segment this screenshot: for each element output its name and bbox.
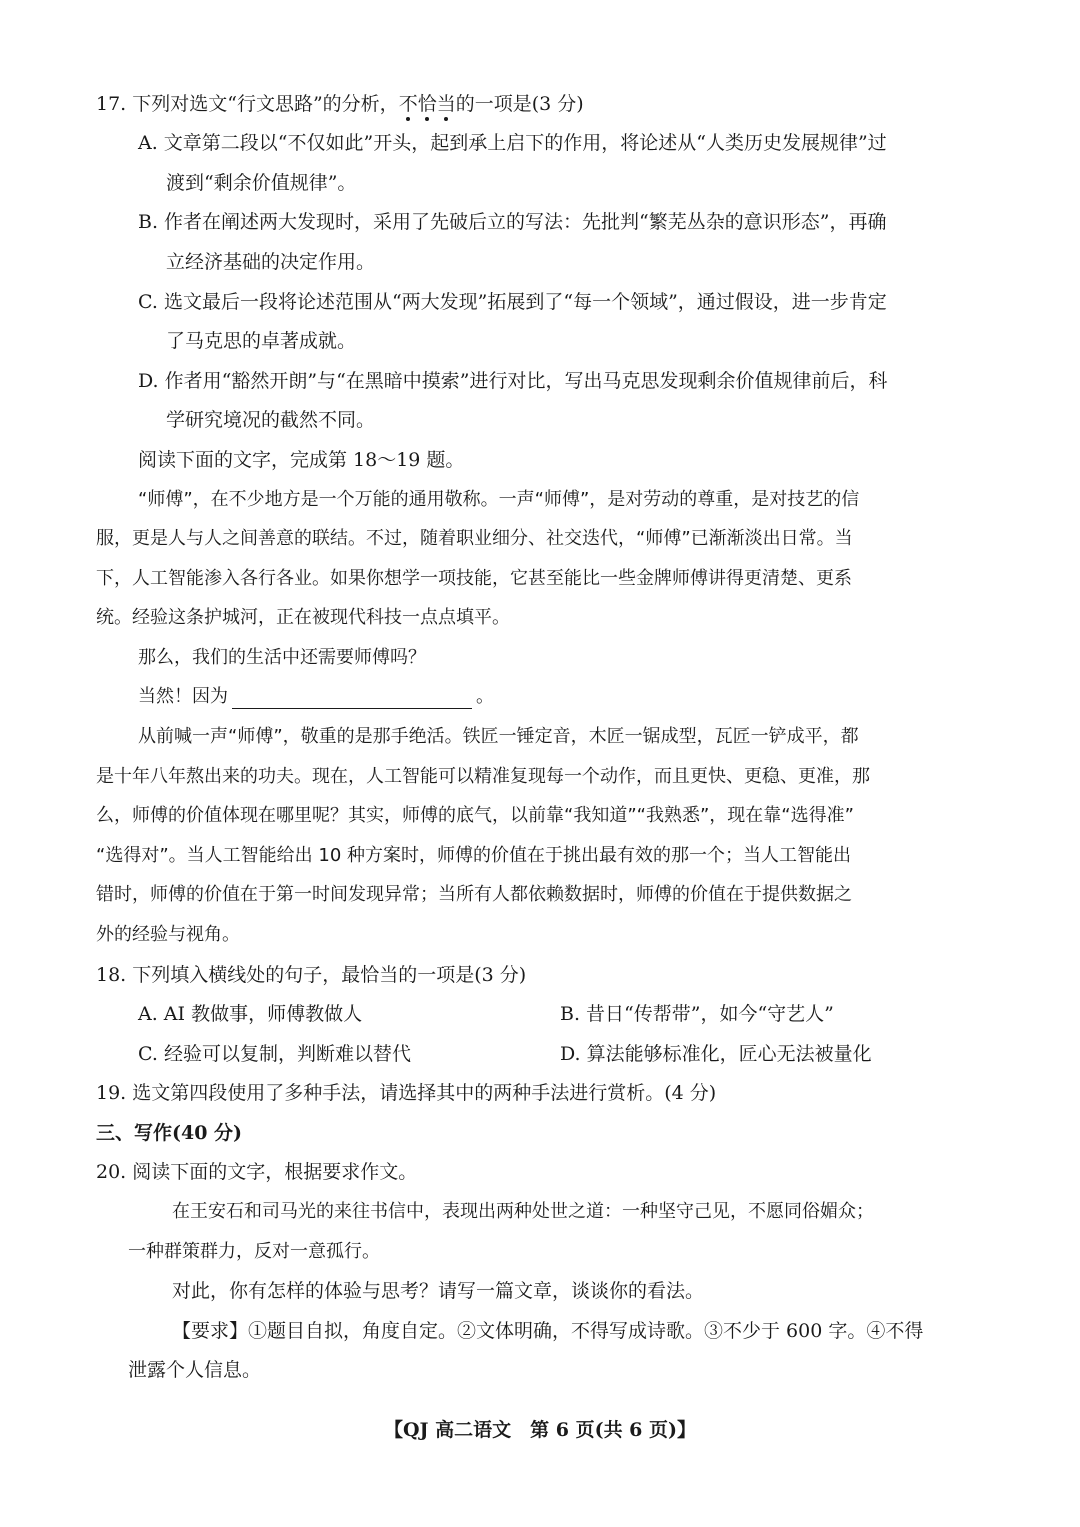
page-footer: 【QJ 高二语文 第 6 页(共 6 页)】 <box>383 1419 697 1441</box>
q20-prompt: 对此，你有怎样的体验与思考？请写一篇文章，谈谈你的看法。 <box>172 1280 705 1302</box>
passage-p1-line4: 统。经验这条护城河，正在被现代科技一点点填平。 <box>96 607 510 628</box>
q18-option-a: A. AI 教做事，师傅教做人 <box>138 1003 363 1025</box>
section-heading-writing: 三、写作(40 分) <box>96 1122 243 1144</box>
q20-requirements-line1: 【要求】①题目自拟，角度自定。②文体明确，不得写成诗歌。③不少于 600 字。④不得 <box>172 1320 924 1342</box>
q17-option-b-line2: 立经济基础的决定作用。 <box>166 251 376 273</box>
emphasis-dot-char: 恰 <box>417 93 437 115</box>
passage-p3: 当然！因为 。 <box>138 686 494 707</box>
passage-p4-line2: 是十年八年熬出来的功夫。现在，人工智能可以精准复现每一个动作，而且更快、更稳、更准，那 <box>96 766 870 787</box>
q17-stem: 17. 下列对选文“行文思路”的分析，不恰当的一项是(3 分) <box>96 93 584 115</box>
q17-option-a-line2: 渡到“剩余价值规律”。 <box>166 172 357 194</box>
passage-p1-line1: “师傅”，在不少地方是一个万能的通用敬称。一声“师傅”，是对劳动的尊重，是对技艺的信 <box>138 489 860 510</box>
q17-option-d-line2: 学研究境况的截然不同。 <box>166 409 376 431</box>
q20-requirements-line2: 泄露个人信息。 <box>128 1359 262 1381</box>
passage-p1-line2: 服，更是人与人之间善意的联结。不过，随着职业细分、社交迭代，“师傅”已渐渐淡出日常。当 <box>96 528 853 549</box>
fill-in-blank <box>232 688 472 709</box>
passage-p4-line1: 从前喊一声“师傅”，敬重的是那手绝活。铁匠一锤定音，木匠一锯成型，瓦匠一铲成平，都 <box>138 726 859 747</box>
passage-p4-line6: 外的经验与视角。 <box>96 924 240 945</box>
q17-option-c-line1: C. 选文最后一段将论述范围从“两大发现”拓展到了“每一个领域”，通过假设，进一步肯定 <box>138 291 887 313</box>
q17-option-a-line1: A. 文章第二段以“不仅如此”开头，起到承上启下的作用，将论述从“人类历史发展规律”过 <box>138 132 887 154</box>
emphasis-dot-char: 不 <box>398 93 418 115</box>
q18-option-c: C. 经验可以复制，判断难以替代 <box>138 1043 411 1065</box>
q17-option-b-line1: B. 作者在阐述两大发现时，采用了先破后立的写法：先批判“繁芜丛杂的意识形态”，再确 <box>138 211 887 233</box>
q18-option-b: B. 昔日“传帮带”，如今“守艺人” <box>560 1003 834 1025</box>
q20-stem: 20. 阅读下面的文字，根据要求作文。 <box>96 1161 418 1183</box>
emphasis-dot-char: 当 <box>436 93 456 115</box>
q19-stem: 19. 选文第四段使用了多种手法，请选择其中的两种手法进行赏析。(4 分) <box>96 1082 717 1104</box>
passage-p1-line3: 下，人工智能渗入各行各业。如果你想学一项技能，它甚至能比一些金牌师傅讲得更清楚、更系 <box>96 568 852 589</box>
q20-material-line1: 在王安石和司马光的来往书信中，表现出两种处世之道：一种坚守己见，不愿同俗媚众； <box>172 1201 874 1222</box>
q20-material-line2: 一种群策群力，反对一意孤行。 <box>128 1241 380 1262</box>
q18-option-d: D. 算法能够标准化，匠心无法被量化 <box>560 1043 872 1065</box>
q18-stem: 18. 下列填入横线处的句子，最恰当的一项是(3 分) <box>96 964 527 986</box>
q17-option-c-line2: 了马克思的卓著成就。 <box>166 330 357 352</box>
passage-p4-line4: “选得对”。当人工智能给出 10 种方案时，师傅的价值在于挑出最有效的那一个；当人工智能出 <box>96 845 851 866</box>
passage-p4-line3: 么，师傅的价值体现在哪里呢？其实，师傅的底气，以前靠“我知道”“我熟悉”，现在靠“选得准” <box>96 805 854 826</box>
passage-p4-line5: 错时，师傅的价值在于第一时间发现异常；当所有人都依赖数据时，师傅的价值在于提供数据之 <box>96 884 852 905</box>
passage-p2: 那么，我们的生活中还需要师傅吗？ <box>138 647 426 668</box>
reading-intro: 阅读下面的文字，完成第 18～19 题。 <box>138 449 465 471</box>
q17-option-d-line1: D. 作者用“豁然开朗”与“在黑暗中摸索”进行对比，写出马克思发现剩余价值规律前后，科 <box>138 370 888 392</box>
